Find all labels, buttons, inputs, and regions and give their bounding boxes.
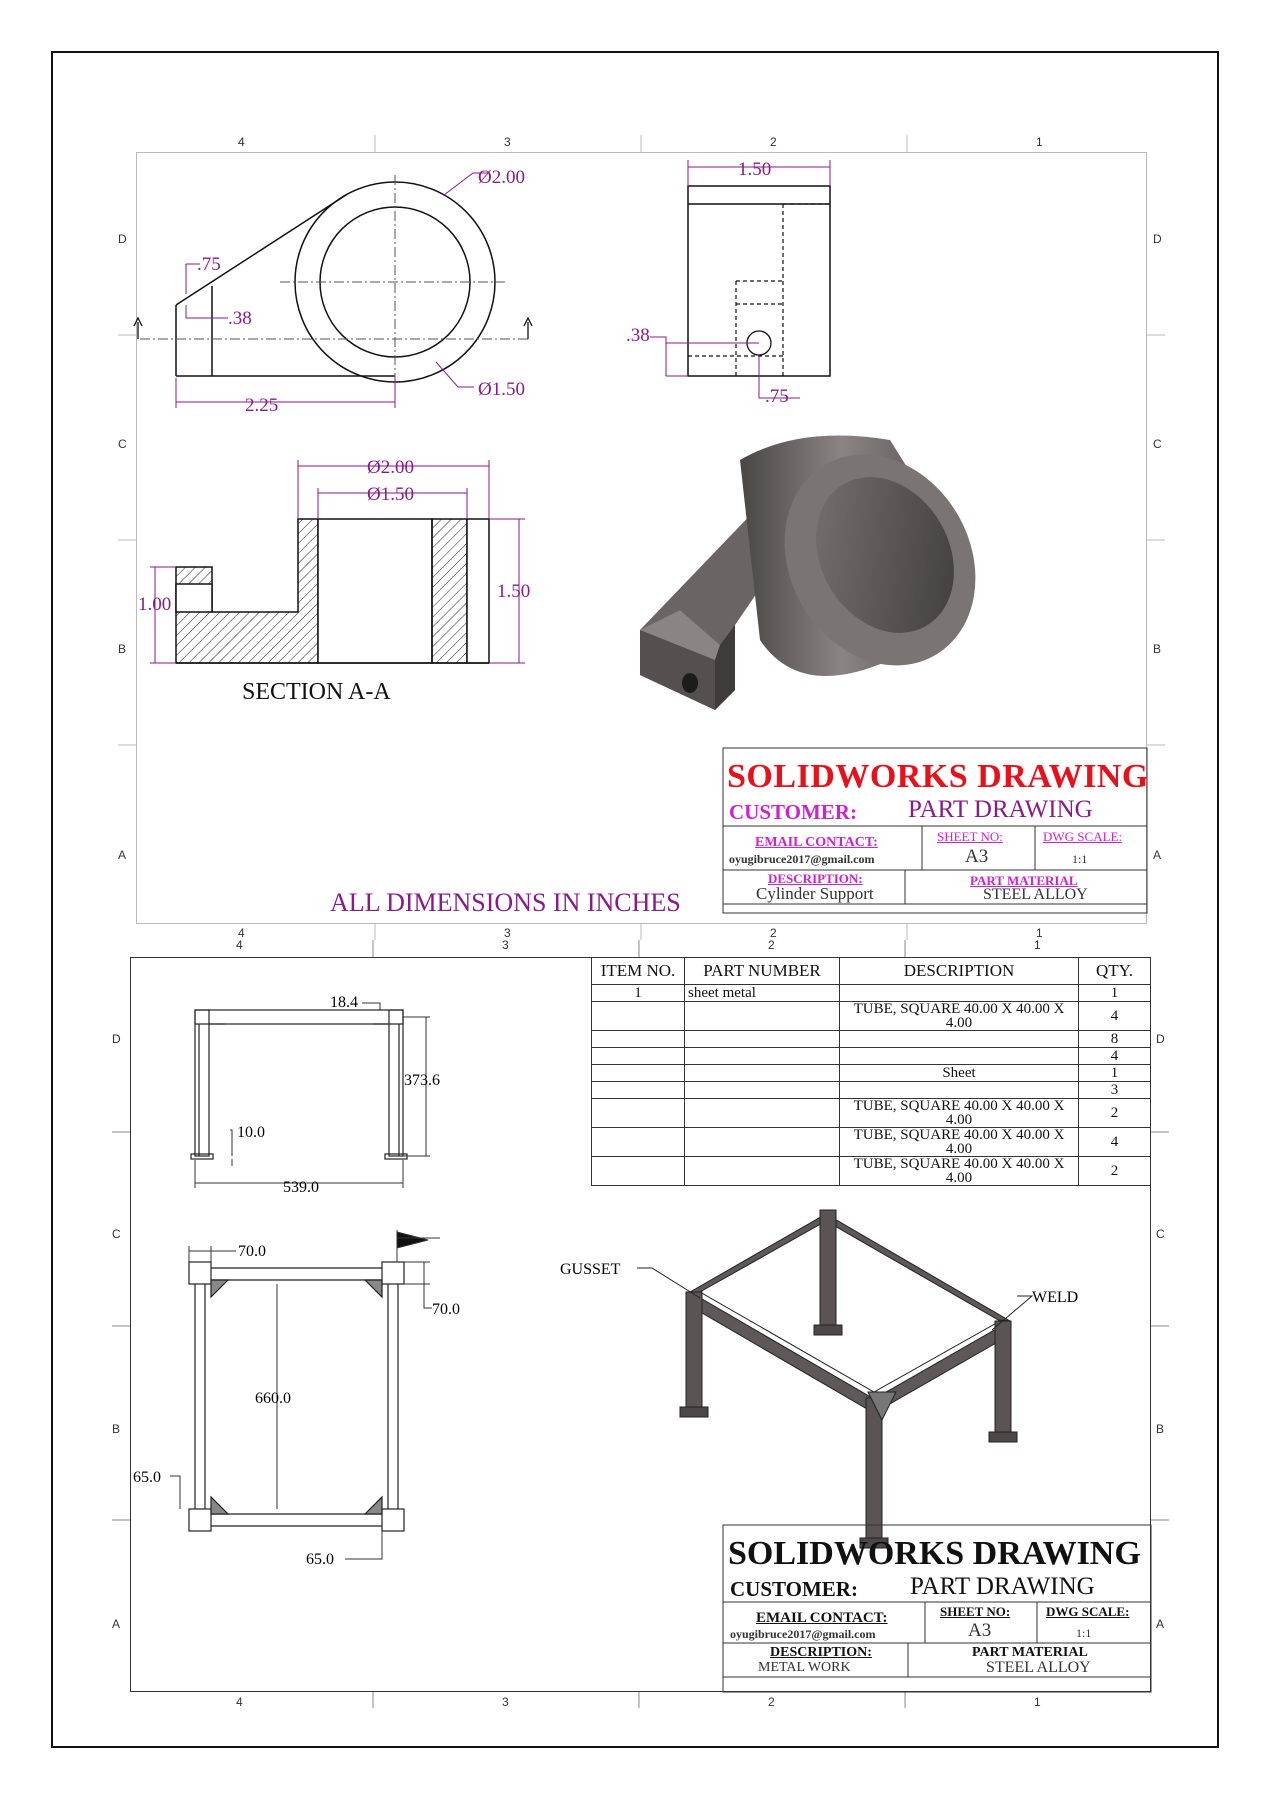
dim-70-0-a: 70.0: [238, 1243, 266, 1260]
bom-header-part: PART NUMBER: [685, 958, 840, 985]
table-row: [592, 1128, 1151, 1157]
dim-0-75: .75: [197, 254, 221, 275]
zone-top-4: 4: [238, 135, 245, 149]
zone2-right-D: D: [1156, 1032, 1165, 1046]
bom-item: [592, 1157, 685, 1186]
dimensions-note: ALL DIMENSIONS IN INCHES: [330, 888, 681, 917]
bom-part: [685, 1002, 840, 1031]
title-block-2-sheet-no-value: A3: [968, 1620, 992, 1641]
zone2-right-A: A: [1156, 1617, 1165, 1631]
title-block-1-description-label: DESCRIPTION:: [768, 871, 863, 886]
zone2-left-A: A: [112, 1617, 121, 1631]
zone-left-D: D: [118, 232, 127, 246]
title-block-1-description-value: Cylinder Support: [756, 884, 874, 903]
title-block-2-email-value[interactable]: oyugibruce2017@gmail.com: [730, 1627, 876, 1641]
table-row: [592, 985, 1151, 1002]
bom-part: [685, 1128, 840, 1157]
bom-qty: 1: [1079, 985, 1151, 1002]
title-block-1-material-value: STEEL ALLOY: [983, 886, 1088, 903]
title-block-2-customer-label: CUSTOMER:: [730, 1577, 858, 1601]
zone-left-B: B: [118, 642, 127, 656]
title-block-1-sheet-no-value: A3: [965, 846, 989, 867]
bom-desc: TUBE, SQUARE 40.00 X 40.00 X 4.00: [840, 1099, 1079, 1128]
dim-dia-1-50: Ø1.50: [478, 379, 525, 400]
dim-373-6: 373.6: [404, 1072, 440, 1089]
bill-of-materials: [591, 957, 1151, 1186]
bom-desc: [840, 1048, 1079, 1065]
bom-desc: [840, 985, 1079, 1002]
bom-qty: 8: [1079, 1031, 1151, 1048]
title-block-2-description-value: METAL WORK: [758, 1660, 851, 1675]
bom-qty: 2: [1079, 1099, 1151, 1128]
frame-front-dims: [195, 1003, 430, 1188]
zone-bottom-3: 3: [504, 926, 511, 940]
bom-part: sheet metal: [685, 985, 840, 1002]
title-block-1-title: SOLIDWORKS DRAWING: [727, 758, 1149, 795]
dim-dia-2-00: Ø2.00: [478, 167, 525, 188]
title-block-2-title: SOLIDWORKS DRAWING: [728, 1535, 1141, 1572]
dim-70-0-b: 70.0: [432, 1301, 460, 1318]
frame-isometric: [680, 1210, 1017, 1548]
table-row: [592, 1031, 1151, 1048]
dim-65-0-a: 65.0: [133, 1469, 161, 1486]
bom-item: [592, 1099, 685, 1128]
bom-part: [685, 1048, 840, 1065]
zone-right-B: B: [1153, 642, 1162, 656]
zone2-bottom-3: 3: [502, 1695, 509, 1709]
dim-539-0: 539.0: [283, 1179, 319, 1196]
bom-desc: [840, 1082, 1079, 1099]
bom-qty: 3: [1079, 1082, 1151, 1099]
zone-bottom-4: 4: [238, 926, 245, 940]
bom-desc: TUBE, SQUARE 40.00 X 40.00 X 4.00: [840, 1002, 1079, 1031]
dim-18-4: 18.4: [330, 994, 358, 1011]
title-block-2-dwg-scale-value: 1:1: [1076, 1626, 1092, 1640]
section-dim-dia-1-50: Ø1.50: [367, 484, 414, 505]
bom-desc: TUBE, SQUARE 40.00 X 40.00 X 4.00: [840, 1157, 1079, 1186]
zone2-bottom-4: 4: [236, 1695, 243, 1709]
title-block-2-dwg-scale-label: DWG SCALE:: [1046, 1604, 1130, 1619]
bom-header-desc: DESCRIPTION: [840, 958, 1079, 985]
dim-0-38: .38: [228, 308, 252, 329]
zone-right-D: D: [1153, 232, 1162, 246]
bom-header-row: [592, 958, 1151, 985]
zone2-top-3: 3: [502, 938, 509, 952]
title-block-1-email-value[interactable]: oyugibruce2017@gmail.com: [729, 852, 875, 866]
section-dim-1-50: 1.50: [497, 581, 531, 602]
title-block-2-material-label: PART MATERIAL: [972, 1645, 1088, 1660]
zone-right-A: A: [1153, 848, 1162, 862]
zone2-right-B: B: [1156, 1422, 1165, 1436]
bom-part: [685, 1065, 840, 1082]
title-block-1-sheet-no-label: SHEET NO:: [937, 829, 1003, 844]
frame-top-view: [189, 1262, 404, 1531]
side-dim-0-38: .38: [626, 325, 650, 346]
callout-weld: WELD: [1032, 1289, 1079, 1306]
bom-part: [685, 1031, 840, 1048]
title-block-1-dwg-scale-label: DWG SCALE:: [1043, 829, 1123, 844]
bom-part: [685, 1082, 840, 1099]
title-block-1-customer-value: PART DRAWING: [908, 796, 1093, 823]
bom-qty: 2: [1079, 1157, 1151, 1186]
bom-desc: Sheet: [840, 1065, 1079, 1082]
title-block-1-email-label: EMAIL CONTACT:: [755, 835, 878, 850]
zone2-right-C: C: [1156, 1227, 1165, 1241]
table-row: [592, 1065, 1151, 1082]
zone2-left-B: B: [112, 1422, 121, 1436]
zone2-top-4: 4: [236, 938, 243, 952]
zone-left-C: C: [118, 437, 127, 451]
title-block-2-email-label: EMAIL CONTACT:: [756, 1610, 888, 1626]
bom-item: [592, 1128, 685, 1157]
callout-gusset: GUSSET: [560, 1261, 621, 1278]
title-block-1-dwg-scale-value: 1:1: [1072, 852, 1088, 866]
bom-item: [592, 1031, 685, 1048]
zone-top-2: 2: [770, 135, 777, 149]
bom-qty: 1: [1079, 1065, 1151, 1082]
bom-qty: 4: [1079, 1128, 1151, 1157]
title-block-2-description-label: DESCRIPTION:: [770, 1645, 872, 1660]
table-row: [592, 1002, 1151, 1031]
frame-front-view: [191, 1010, 407, 1159]
zone2-top-2: 2: [768, 938, 775, 952]
zone-bottom-1: 1: [1036, 926, 1043, 940]
title-block-2-sheet-no-label: SHEET NO:: [940, 1604, 1011, 1619]
table-row: [592, 1082, 1151, 1099]
dim-2-25: 2.25: [245, 395, 279, 416]
bom-qty: 4: [1079, 1048, 1151, 1065]
bom-desc: TUBE, SQUARE 40.00 X 40.00 X 4.00: [840, 1128, 1079, 1157]
bom-header-qty: QTY.: [1079, 958, 1151, 985]
zone-right-C: C: [1153, 437, 1162, 451]
zone2-left-D: D: [112, 1032, 121, 1046]
section-label: SECTION A-A: [242, 679, 391, 705]
bom-item: [592, 1065, 685, 1082]
title-block-1-customer-label: CUSTOMER:: [729, 800, 857, 824]
bom-part: [685, 1157, 840, 1186]
zone2-bottom-1: 1: [1034, 1695, 1041, 1709]
table-row: [592, 1157, 1151, 1186]
bom-part: [685, 1099, 840, 1128]
bom-item: [592, 1082, 685, 1099]
zone-top-1: 1: [1036, 135, 1043, 149]
zone-bottom-2: 2: [770, 926, 777, 940]
dim-10-0: 10.0: [237, 1124, 265, 1141]
zone-left-A: A: [118, 848, 127, 862]
section-dim-dia-2-00: Ø2.00: [367, 457, 414, 478]
zone2-left-C: C: [112, 1227, 121, 1241]
dim-660-0: 660.0: [255, 1390, 291, 1407]
side-dim-0-75: .75: [765, 386, 789, 407]
table-row: [592, 1099, 1151, 1128]
title-block-2-material-value: STEEL ALLOY: [986, 1659, 1091, 1676]
zone2-bottom-2: 2: [768, 1695, 775, 1709]
bom-item: 1: [592, 985, 685, 1002]
zone2-top-1: 1: [1034, 938, 1041, 952]
table-row: [592, 1048, 1151, 1065]
dim-65-0-b: 65.0: [306, 1551, 334, 1568]
title-block-2-customer-value: PART DRAWING: [910, 1573, 1095, 1600]
bom-item: [592, 1002, 685, 1031]
zone-top-3: 3: [504, 135, 511, 149]
bom-header-item: ITEM NO.: [592, 958, 685, 985]
title-block-1-material-label: PART MATERIAL: [970, 873, 1078, 888]
bom-qty: 4: [1079, 1002, 1151, 1031]
section-dim-1-00: 1.00: [138, 594, 172, 615]
bom-item: [592, 1048, 685, 1065]
side-dim-1-50: 1.50: [738, 159, 772, 180]
bom-desc: [840, 1031, 1079, 1048]
